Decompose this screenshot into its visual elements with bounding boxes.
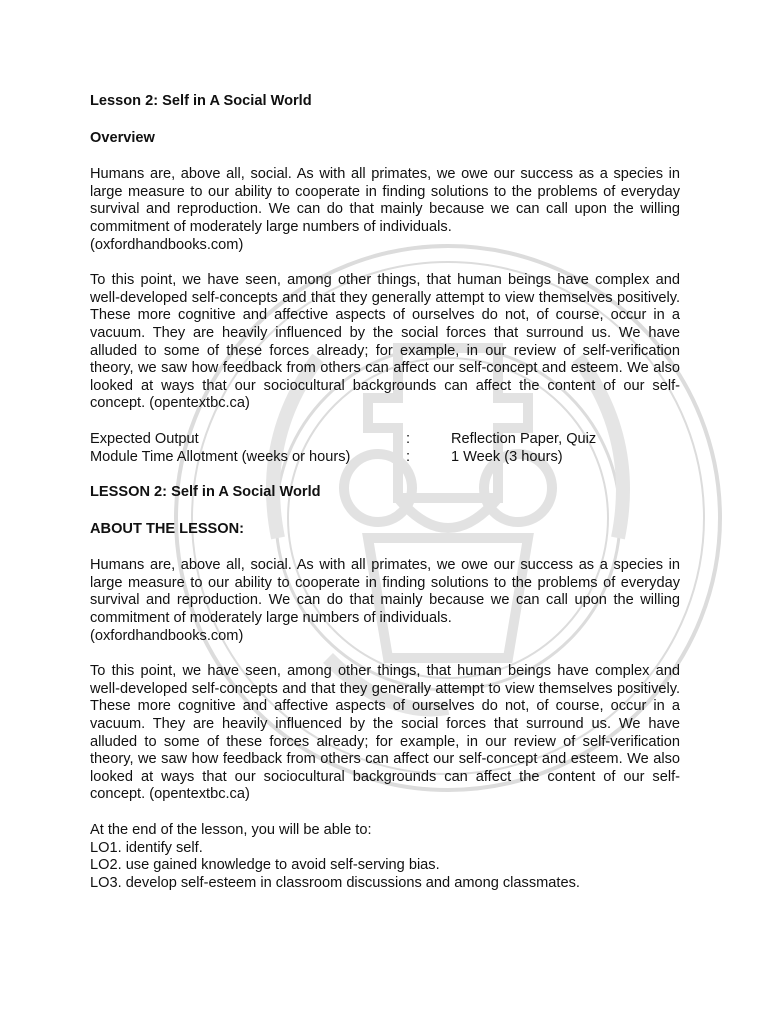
- about-paragraph-2-source: (opentextbc.ca): [149, 786, 250, 803]
- about-paragraph-1-source: (oxfordhandbooks.com): [90, 627, 244, 644]
- time-allotment-row: [90, 449, 680, 467]
- overview-paragraph-1: Humans are, above all, social. As with all primates, we owe our success as a species in large measure to our ability to cooperate in finding solutions to the problems of everyday survival and reproduction. We can do that mainly because we can call upon the willing commitment of moderately large numbers of individuals.: [90, 166, 680, 235]
- overview-paragraph-2-text: To this point, we have seen, among other things, that human beings have complex and well-developed self-concepts and that they generally attempt to view themselves positively. These more cognitive and affective aspects of ourselves do not, of course, occur in a vacuum. They are heavily influenced by the social forces that surround us. We have alluded to some of these forces already; for example, in our review of self-verification theory, we saw how feedback from others can affect our self-concept and esteem. We also looked at ways that our sociocultural backgrounds can affect the content of our self-concept.: [90, 272, 680, 412]
- time-allotment-value: 1 Week (3 hours): [451, 448, 563, 465]
- expected-output-colon: :: [406, 430, 411, 447]
- expected-output-value: Reflection Paper, Quiz: [451, 430, 597, 447]
- about-paragraph-1: Humans are, above all, social. As with all primates, we owe our success as a species in large measure to our ability to cooperate in finding solutions to the problems of everyday survival and reproduction. We can do that mainly because we can call upon the willing commitment of moderately large numbers of individuals.: [90, 557, 680, 627]
- about-paragraph-2-text: To this point, we have seen, among other things, that human beings have complex and well-developed self-concepts and that they generally attempt to view themselves positively. These more cognitive and affective aspects of ourselves do not, of course, occur in a vacuum. They are heavily influenced by the social forces that surround us. We have alluded to some of these forces already; for example, in our review of self-verification theory, we saw how feedback from others can affect our self-concept and esteem. We also looked at ways that our sociocultural backgrounds can affect the content of our self-concept.: [90, 663, 680, 803]
- overview-paragraph-1-source: (oxfordhandbooks.com): [90, 236, 244, 253]
- lesson-heading-caps: LESSON 2: Self in A Social World: [90, 484, 321, 501]
- expected-output-label: Expected Output: [90, 430, 199, 447]
- overview-paragraph-2-source: (opentextbc.ca): [149, 395, 250, 412]
- time-allotment-label: Module Time Allotment (weeks or hours): [90, 448, 351, 465]
- overview-paragraph-2: [90, 272, 680, 413]
- overview-heading: Overview: [90, 129, 155, 146]
- about-paragraph-2: [90, 663, 680, 804]
- about-heading: ABOUT THE LESSON:: [90, 520, 245, 537]
- objective-item: LO2. use gained knowledge to avoid self-serving bias.: [90, 857, 440, 874]
- document-page: [90, 93, 680, 892]
- expected-output-row: [90, 431, 680, 449]
- objective-item: LO1. identify self.: [90, 839, 203, 856]
- time-allotment-colon: :: [406, 448, 411, 465]
- objectives-intro: At the end of the lesson, you will be able to:: [90, 822, 372, 838]
- objective-item: LO3. develop self-esteem in classroom discussions and among classmates.: [90, 874, 580, 891]
- lesson-title: Lesson 2: Self in A Social World: [90, 93, 312, 109]
